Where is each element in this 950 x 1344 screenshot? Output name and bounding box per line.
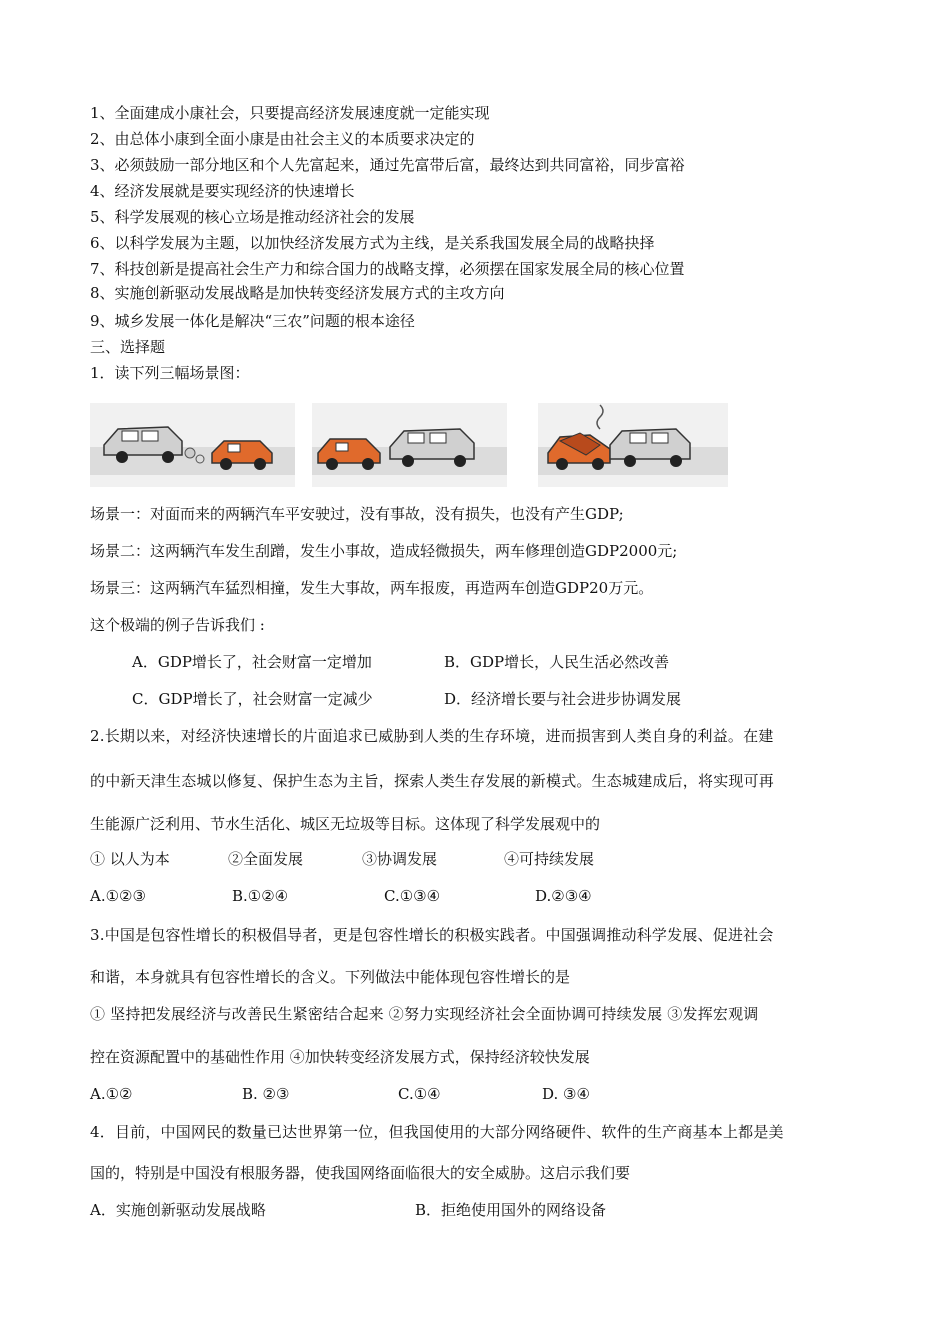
q2-option-a[interactable]: A.①②③ bbox=[90, 887, 146, 905]
q3-line-1: 3.中国是包容性增长的积极倡导者，更是包容性增长的积极实践者。中国强调推动科学发展、促进社会 bbox=[90, 926, 774, 944]
section-title: 三、选择题 bbox=[90, 338, 166, 356]
q2-option-c[interactable]: C.①③④ bbox=[384, 887, 441, 905]
scene-1-text: 场景一：对面而来的两辆汽车平安驶过，没有事故，没有损失，也没有产生GDP; bbox=[90, 505, 624, 523]
statement-2: 2、由总体小康到全面小康是由社会主义的本质要求决定的 bbox=[90, 130, 475, 148]
q4-option-b[interactable]: B．拒绝使用国外的网络设备 bbox=[415, 1201, 607, 1219]
q1-question: 这个极端的例子告诉我们 : bbox=[90, 616, 265, 634]
q3-option-c[interactable]: C.①④ bbox=[398, 1085, 441, 1103]
statement-9: 9、城乡发展一体化是解决“三农”问题的根本途径 bbox=[90, 312, 415, 330]
car-scenes-illustration bbox=[90, 397, 728, 489]
q2-line-3: 生能源广泛利用、节水生活化、城区无垃圾等目标。这体现了科学发展观中的 bbox=[90, 815, 601, 833]
q3-option-d[interactable]: D. ③④ bbox=[542, 1085, 590, 1103]
q4-line-1: 4．目前，中国网民的数量已达世界第一位，但我国使用的大部分网络硬件、软件的生产商基本上都是美 bbox=[90, 1123, 784, 1141]
q4-line-2: 国的，特别是中国没有根服务器，使我国网络面临很大的安全威胁。这启示我们要 bbox=[90, 1164, 631, 1182]
q3-line-3: ① 坚持把发展经济与改善民生紧密结合起来 ②努力实现经济社会全面协调可持续发展 ③发挥宏观调 bbox=[90, 1005, 759, 1023]
q2-option-d[interactable]: D.②③④ bbox=[535, 887, 592, 905]
scene-3-text: 场景三：这两辆汽车猛烈相撞，发生大事故，两车报废，再造两车创造GDP20万元。 bbox=[90, 579, 654, 597]
q3-line-4: 控在资源配置中的基础性作用 ④加快转变经济发展方式，保持经济较快发展 bbox=[90, 1048, 590, 1066]
statement-1: 1、全面建成小康社会，只要提高经济发展速度就一定能实现 bbox=[90, 104, 490, 122]
statement-3: 3、必须鼓励一部分地区和个人先富起来，通过先富带后富，最终达到共同富裕，同步富裕 bbox=[90, 156, 685, 174]
scene-2-text: 场景二：这两辆汽车发生刮蹭，发生小事故，造成轻微损失，两车修理创造GDP2000元; bbox=[90, 542, 678, 560]
q2-item-2: ②全面发展 bbox=[228, 850, 304, 868]
statement-7: 7、科技创新是提高社会生产力和综合国力的战略支撑，必须摆在国家发展全局的核心位置 bbox=[90, 260, 685, 278]
q2-item-3: ③协调发展 bbox=[362, 850, 438, 868]
q2-line-2: 的中新天津生态城以修复、保护生态为主旨，探索人类生存发展的新模式。生态城建成后，将实现可再 bbox=[90, 772, 775, 790]
statement-4: 4、经济发展就是要实现经济的快速增长 bbox=[90, 182, 355, 200]
q2-item-4: ④可持续发展 bbox=[504, 850, 595, 868]
q4-option-a[interactable]: A．实施创新驱动发展战略 bbox=[90, 1201, 266, 1219]
scene-2-panel bbox=[312, 403, 507, 487]
scene-1-panel bbox=[90, 403, 295, 487]
statement-8: 8、实施创新驱动发展战略是加快转变经济发展方式的主攻方向 bbox=[90, 284, 505, 302]
q2-line-1: 2.长期以来，对经济快速增长的片面追求已威胁到人类的生存环境，进而损害到人类自身的利益。在建 bbox=[90, 727, 774, 745]
q3-option-b[interactable]: B. ②③ bbox=[242, 1085, 290, 1103]
q1-option-a[interactable]: A．GDP增长了，社会财富一定增加 bbox=[132, 653, 372, 671]
q1-stem: 1．读下列三幅场景图： bbox=[90, 364, 250, 382]
statement-6: 6、以科学发展为主题，以加快经济发展方式为主线，是关系我国发展全局的战略抉择 bbox=[90, 234, 655, 252]
q1-option-b[interactable]: B．GDP增长，人民生活必然改善 bbox=[444, 653, 670, 671]
statement-5: 5、科学发展观的核心立场是推动经济社会的发展 bbox=[90, 208, 415, 226]
q1-option-c[interactable]: C．GDP增长了，社会财富一定减少 bbox=[132, 690, 373, 708]
q3-line-2: 和谐，本身就具有包容性增长的含义。下列做法中能体现包容性增长的是 bbox=[90, 968, 571, 986]
q1-option-d[interactable]: D．经济增长要与社会进步协调发展 bbox=[444, 690, 682, 708]
q2-item-1: ① 以人为本 bbox=[90, 850, 170, 868]
q2-option-b[interactable]: B.①②④ bbox=[232, 887, 289, 905]
q3-option-a[interactable]: A.①② bbox=[90, 1085, 133, 1103]
scene-3-panel bbox=[538, 403, 728, 487]
